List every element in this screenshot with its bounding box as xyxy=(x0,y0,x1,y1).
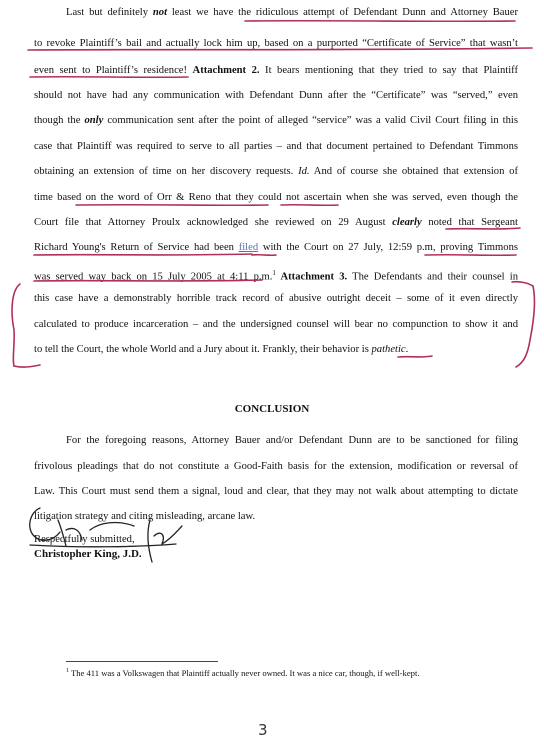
footnote-rule xyxy=(66,661,218,662)
underline-mark xyxy=(34,254,252,255)
conclusion-line: For the foregoing reasons, Attorney Bauer and/or Defendant Dunn are to be sanctioned for filing xyxy=(66,435,518,446)
body-line: was served way back on 15 July 2005 at 4:11 p.m.$^1$ Attachment 3. The Defendants and their counsel in xyxy=(34,269,518,283)
body-line: obtaining an extension of time on her discovery requests. Id. And of course she obtained that extension of xyxy=(34,166,519,177)
body-line: Richard Young's Return of Service had been filed with the Court on 27 July, 12:59 p.m, proving Timmons xyxy=(34,242,518,253)
closing-text: Respectfully submitted, xyxy=(34,534,135,545)
filed-link[interactable]: filed xyxy=(238,242,259,253)
body-line: should not have had any communication with Defendant Dunn after the “Certificate” was “served,” even xyxy=(34,90,518,101)
body-line: to revoke Plaintiff’s bail and actually lock him up, based on a purported “Certificate of Service” that wasn’t xyxy=(34,38,518,49)
underline-mark xyxy=(245,21,515,22)
underline-mark xyxy=(398,356,432,357)
underline-mark xyxy=(425,255,516,256)
bracket-mark xyxy=(12,284,20,366)
conclusion-line: frivolous pleadings that do not constitute a Good-Faith basis for the extension, modification or reversal of xyxy=(34,461,518,472)
body-line: Court file that Attorney Proulx acknowledged she reviewed on 29 August clearly noted that Sergeant xyxy=(34,217,518,228)
body-line: even sent to Plaintiff’s residence! Attachment 2. It bears mentioning that they tried to say that Plaintiff xyxy=(34,65,518,76)
conclusion-heading: CONCLUSION xyxy=(234,403,310,415)
body-line: though the only communication sent after the point of alleged “service” was a valid Civil Court filing in this xyxy=(34,115,518,126)
body-line: this case have a demonstrably horrible track record of abusive outright deceit – some of it even directly xyxy=(34,293,518,304)
bracket-mark xyxy=(14,365,40,367)
conclusion-line: litigation strategy and citing misleading, arcane law. xyxy=(34,511,256,522)
body-line: Last but definitely not least we have the ridiculous attempt of Defendant Dunn and Attorney Bauer xyxy=(66,7,518,18)
page-number: 3 xyxy=(258,721,268,739)
underline-mark xyxy=(76,205,268,206)
footnote: $^1$ The 411 was a Volkswagen that Plaintiff actually never owned. It was a nice car, though, if well-kept. xyxy=(66,668,420,678)
body-line: calculated to produce incarceration – and the undersigned counsel will bear no compunction to show it and xyxy=(34,319,518,330)
underline-mark xyxy=(252,255,276,256)
bracket-mark xyxy=(516,286,534,367)
body-line: to tell the Court, the whole World and a Jury about it. Frankly, their behavior is pathetic. xyxy=(34,344,409,355)
underline-mark xyxy=(281,205,338,206)
conclusion-line: Law. This Court must send them a signal, loud and clear, that they may not walk about attempting to dictate xyxy=(34,486,518,497)
body-line: case that Plaintiff was required to serve to all parties – and that document pertained to Defendant Timmons xyxy=(34,141,518,152)
body-line: time based on the word of Orr & Reno that they could not ascertain when she was served, even though the xyxy=(34,192,518,203)
signer-name: Christopher King, J.D. xyxy=(34,548,142,560)
